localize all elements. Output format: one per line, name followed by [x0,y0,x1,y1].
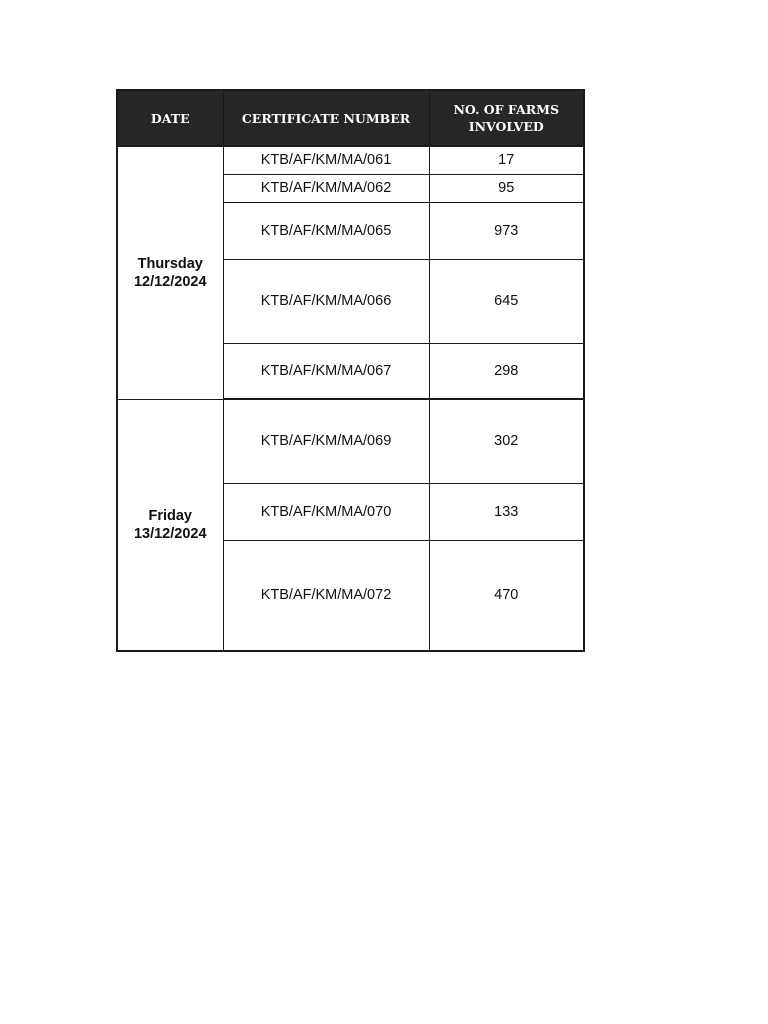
certificate-cell: KTB/AF/KM/MA/065 [223,202,429,259]
header-farms-involved [429,90,584,146]
farms-cell: 973 [429,202,584,259]
date-cell-friday [117,399,223,651]
header-certificate-number: CERTIFICATE NUMBER [223,90,429,146]
farms-cell: 298 [429,343,584,399]
header-farms-line2: INVOLVED [468,119,544,134]
day-label: Thursday [137,255,203,272]
table-row [117,146,584,174]
farms-cell: 645 [429,259,584,343]
certificate-cell: KTB/AF/KM/MA/072 [223,540,429,651]
table-row [117,399,584,483]
header-row [117,90,584,146]
date-label: 13/12/2024 [133,525,207,542]
table-body [117,146,584,651]
farms-cell: 95 [429,174,584,202]
day-label: Friday [148,507,192,524]
certificates-table [116,89,585,652]
certificate-cell: KTB/AF/KM/MA/067 [223,343,429,399]
certificate-cell: KTB/AF/KM/MA/061 [223,146,429,174]
certificate-cell: KTB/AF/KM/MA/066 [223,259,429,343]
header-date: DATE [117,90,223,146]
farms-cell: 133 [429,483,584,540]
date-cell-thursday [117,146,223,399]
farms-cell: 17 [429,146,584,174]
farms-cell: 470 [429,540,584,651]
header-farms-line1: NO. OF FARMS [453,102,559,117]
date-label: 12/12/2024 [133,273,207,290]
certificate-cell: KTB/AF/KM/MA/062 [223,174,429,202]
certificate-cell: KTB/AF/KM/MA/070 [223,483,429,540]
certificate-cell: KTB/AF/KM/MA/069 [223,399,429,483]
farms-cell: 302 [429,399,584,483]
table-header [117,90,584,146]
